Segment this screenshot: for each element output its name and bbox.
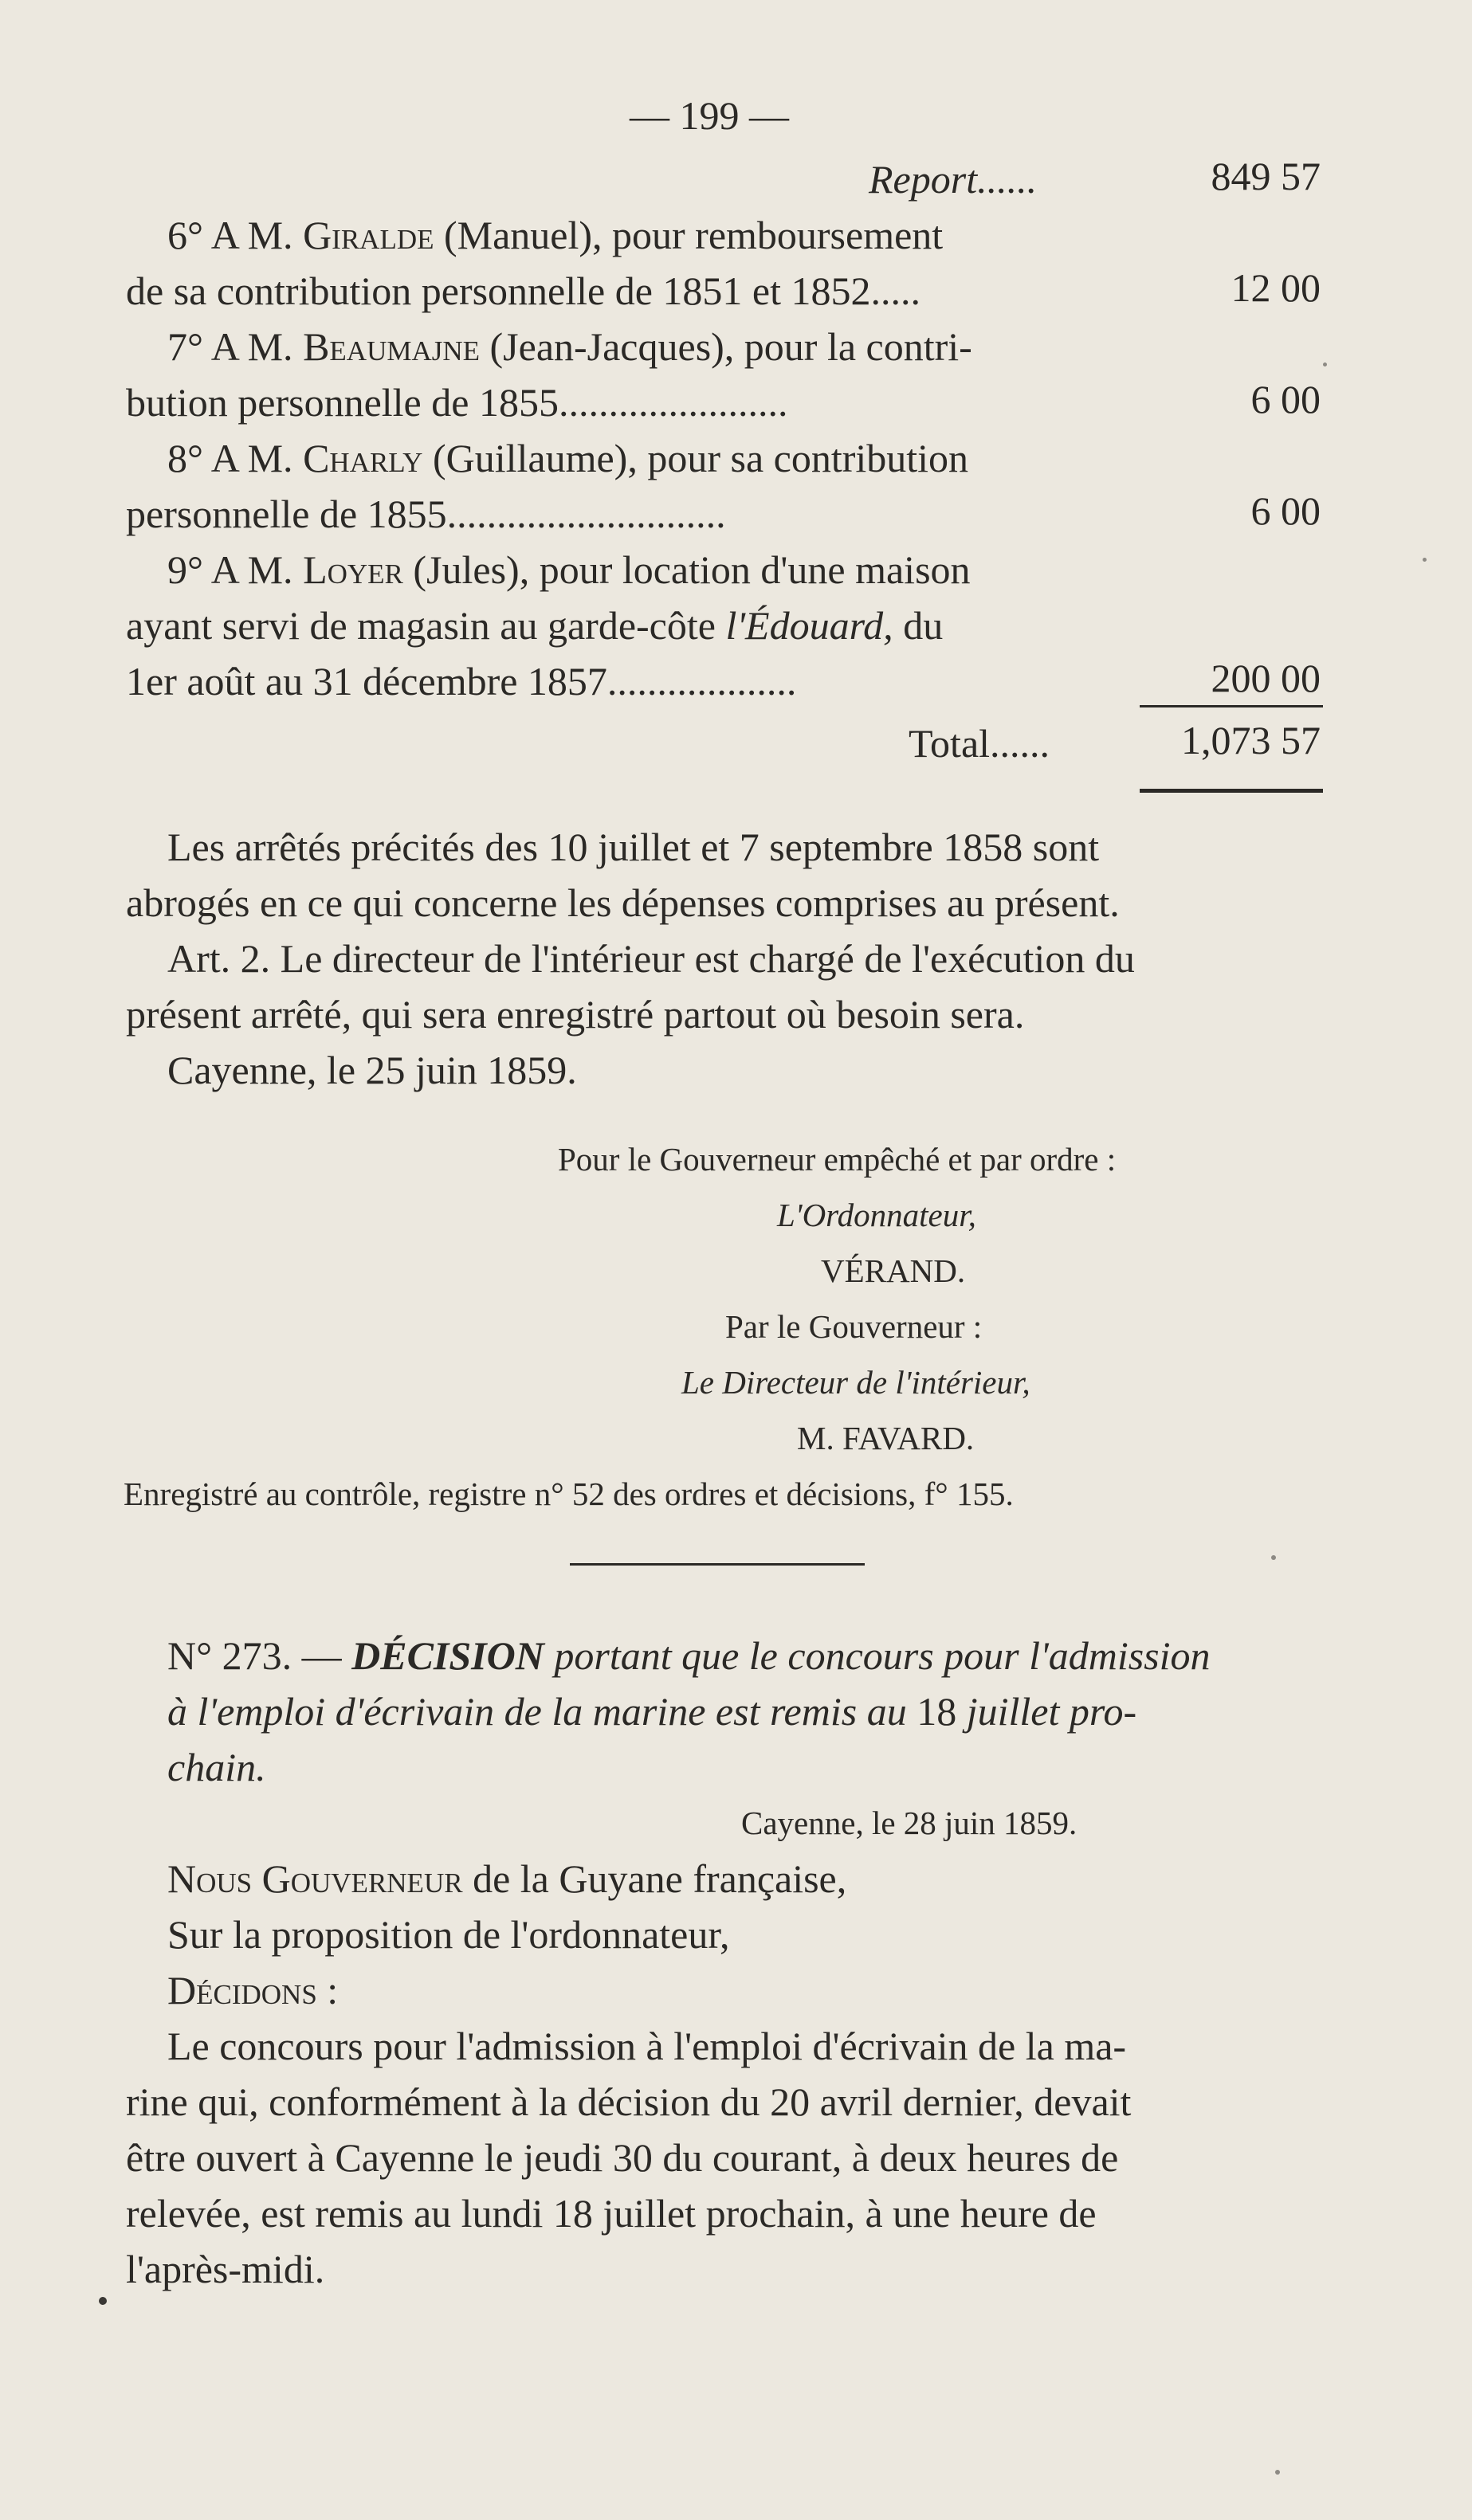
item-6-line-2: de sa contribution personnelle de 1851 et 1852.....: [126, 268, 920, 313]
decision-date-day: 18: [917, 1689, 957, 1734]
signature-line: Pour le Gouverneur empêché et par ordre :: [558, 1141, 1117, 1178]
signature-name: VÉRAND.: [821, 1252, 966, 1289]
item-person-name: Charly: [303, 436, 423, 480]
item-text-tail: du: [903, 603, 944, 648]
decision-proposition-line: Sur la proposition de l'ordonnateur,: [167, 1912, 730, 1957]
paper-speck: [1271, 1555, 1276, 1560]
decision-subject: à l'emploi d'écrivain de la marine est remis au: [167, 1689, 907, 1734]
item-description: (Manuel), pour remboursement: [443, 213, 944, 257]
item-9-amount: 200 00: [1211, 656, 1321, 700]
item-number: 8°: [167, 436, 203, 480]
paragraph-line: Les arrêtés précités des 10 juillet et 7 septembre 1858 sont: [167, 825, 1100, 869]
item-person-name: Giralde: [303, 213, 434, 257]
item-description: (Jean-Jacques), pour la contri-: [489, 324, 972, 369]
signature-line: Par le Gouverneur :: [725, 1308, 983, 1345]
item-9-line-3: 1er août au 31 décembre 1857...................: [126, 659, 797, 703]
decision-body-line: l'après-midi.: [126, 2247, 325, 2291]
item-person-name: Loyer: [303, 547, 403, 592]
item-person-name: Beaumajne: [303, 324, 481, 369]
decision-heading-line-2: [167, 1685, 1136, 1738]
decision-heading-line-1: [167, 1629, 1211, 1682]
paragraph-line: Cayenne, le 25 juin 1859.: [167, 1048, 577, 1092]
decision-number: N° 273. —: [167, 1633, 342, 1678]
item-number: 7°: [167, 324, 203, 369]
paper-speck: [1323, 363, 1327, 366]
decision-authority-line: [167, 1852, 846, 1905]
item-8-line-2: personnelle de 1855............................: [126, 492, 726, 536]
item-6-amount: 12 00: [1231, 265, 1321, 310]
item-7-line-2: bution personnelle de 1855.......................: [126, 380, 788, 425]
total-rule: [1140, 705, 1323, 707]
item-7-line-1: [167, 320, 972, 373]
decision-body-line: rine qui, conformément à la décision du 20 avril dernier, devait: [126, 2079, 1132, 2124]
signature-line: Le Directeur de l'intérieur,: [681, 1364, 1030, 1401]
report-label: Report......: [869, 157, 1038, 202]
paper-speck: [1275, 2470, 1280, 2475]
item-7-amount: 6 00: [1250, 377, 1321, 421]
paragraph-line: Art. 2. Le directeur de l'intérieur est chargé de l'exécution du: [167, 936, 1135, 981]
total-label: Total......: [909, 721, 1050, 766]
total-amount: 1,073 57: [1181, 718, 1321, 762]
authority-name: Nous Gouverneur: [167, 1856, 463, 1901]
paper-speck: [99, 2297, 107, 2305]
ship-name: l'Édouard,: [725, 603, 893, 648]
item-prefix: A M.: [210, 213, 293, 257]
decision-body-line: Le concours pour l'admission à l'emploi d'écrivain de la ma-: [167, 2024, 1127, 2068]
item-text: ayant servi de magasin au garde-côte: [126, 603, 716, 648]
item-number: 9°: [167, 547, 203, 592]
signature-name: M. FAVARD.: [797, 1420, 975, 1456]
item-9-line-1: [167, 543, 971, 596]
item-prefix: A M.: [210, 547, 293, 592]
item-8-line-1: [167, 432, 968, 484]
signature-line: L'Ordonnateur,: [777, 1197, 976, 1233]
decision-decidons: Décidons :: [167, 1968, 339, 2012]
item-9-line-2: [126, 599, 943, 652]
decision-subject: juillet pro-: [966, 1689, 1137, 1734]
decision-subject: portant que le concours pour l'admission: [554, 1633, 1211, 1678]
decision-body-line: relevée, est remis au lundi 18 juillet prochain, à une heure de: [126, 2191, 1097, 2236]
item-6-line-1: [167, 209, 943, 261]
decision-title: DÉCISION: [351, 1633, 544, 1678]
decision-dateline: Cayenne, le 28 juin 1859.: [741, 1805, 1078, 1841]
item-prefix: A M.: [210, 436, 293, 480]
registration-note: Enregistré au contrôle, registre n° 52 des ordres et décisions, f° 155.: [124, 1476, 1014, 1512]
item-description: (Jules), pour location d'une maison: [413, 547, 971, 592]
item-number: 6°: [167, 213, 203, 257]
authority-text: de la Guyane française,: [473, 1856, 847, 1901]
decision-body-line: être ouvert à Cayenne le jeudi 30 du courant, à deux heures de: [126, 2135, 1119, 2180]
item-description: (Guillaume), pour sa contribution: [432, 436, 969, 480]
total-double-rule: [1140, 789, 1323, 793]
section-separator: [570, 1563, 865, 1566]
paragraph-line: abrogés en ce qui concerne les dépenses comprises au présent.: [126, 880, 1120, 925]
page-number: — 199 —: [630, 93, 789, 138]
paper-speck: [1423, 558, 1427, 562]
item-8-amount: 6 00: [1250, 488, 1321, 533]
report-amount: 849 57: [1211, 154, 1321, 198]
item-prefix: A M.: [210, 324, 293, 369]
paragraph-line: présent arrêté, qui sera enregistré partout où besoin sera.: [126, 992, 1025, 1037]
decision-heading-line-3: chain.: [167, 1745, 266, 1789]
